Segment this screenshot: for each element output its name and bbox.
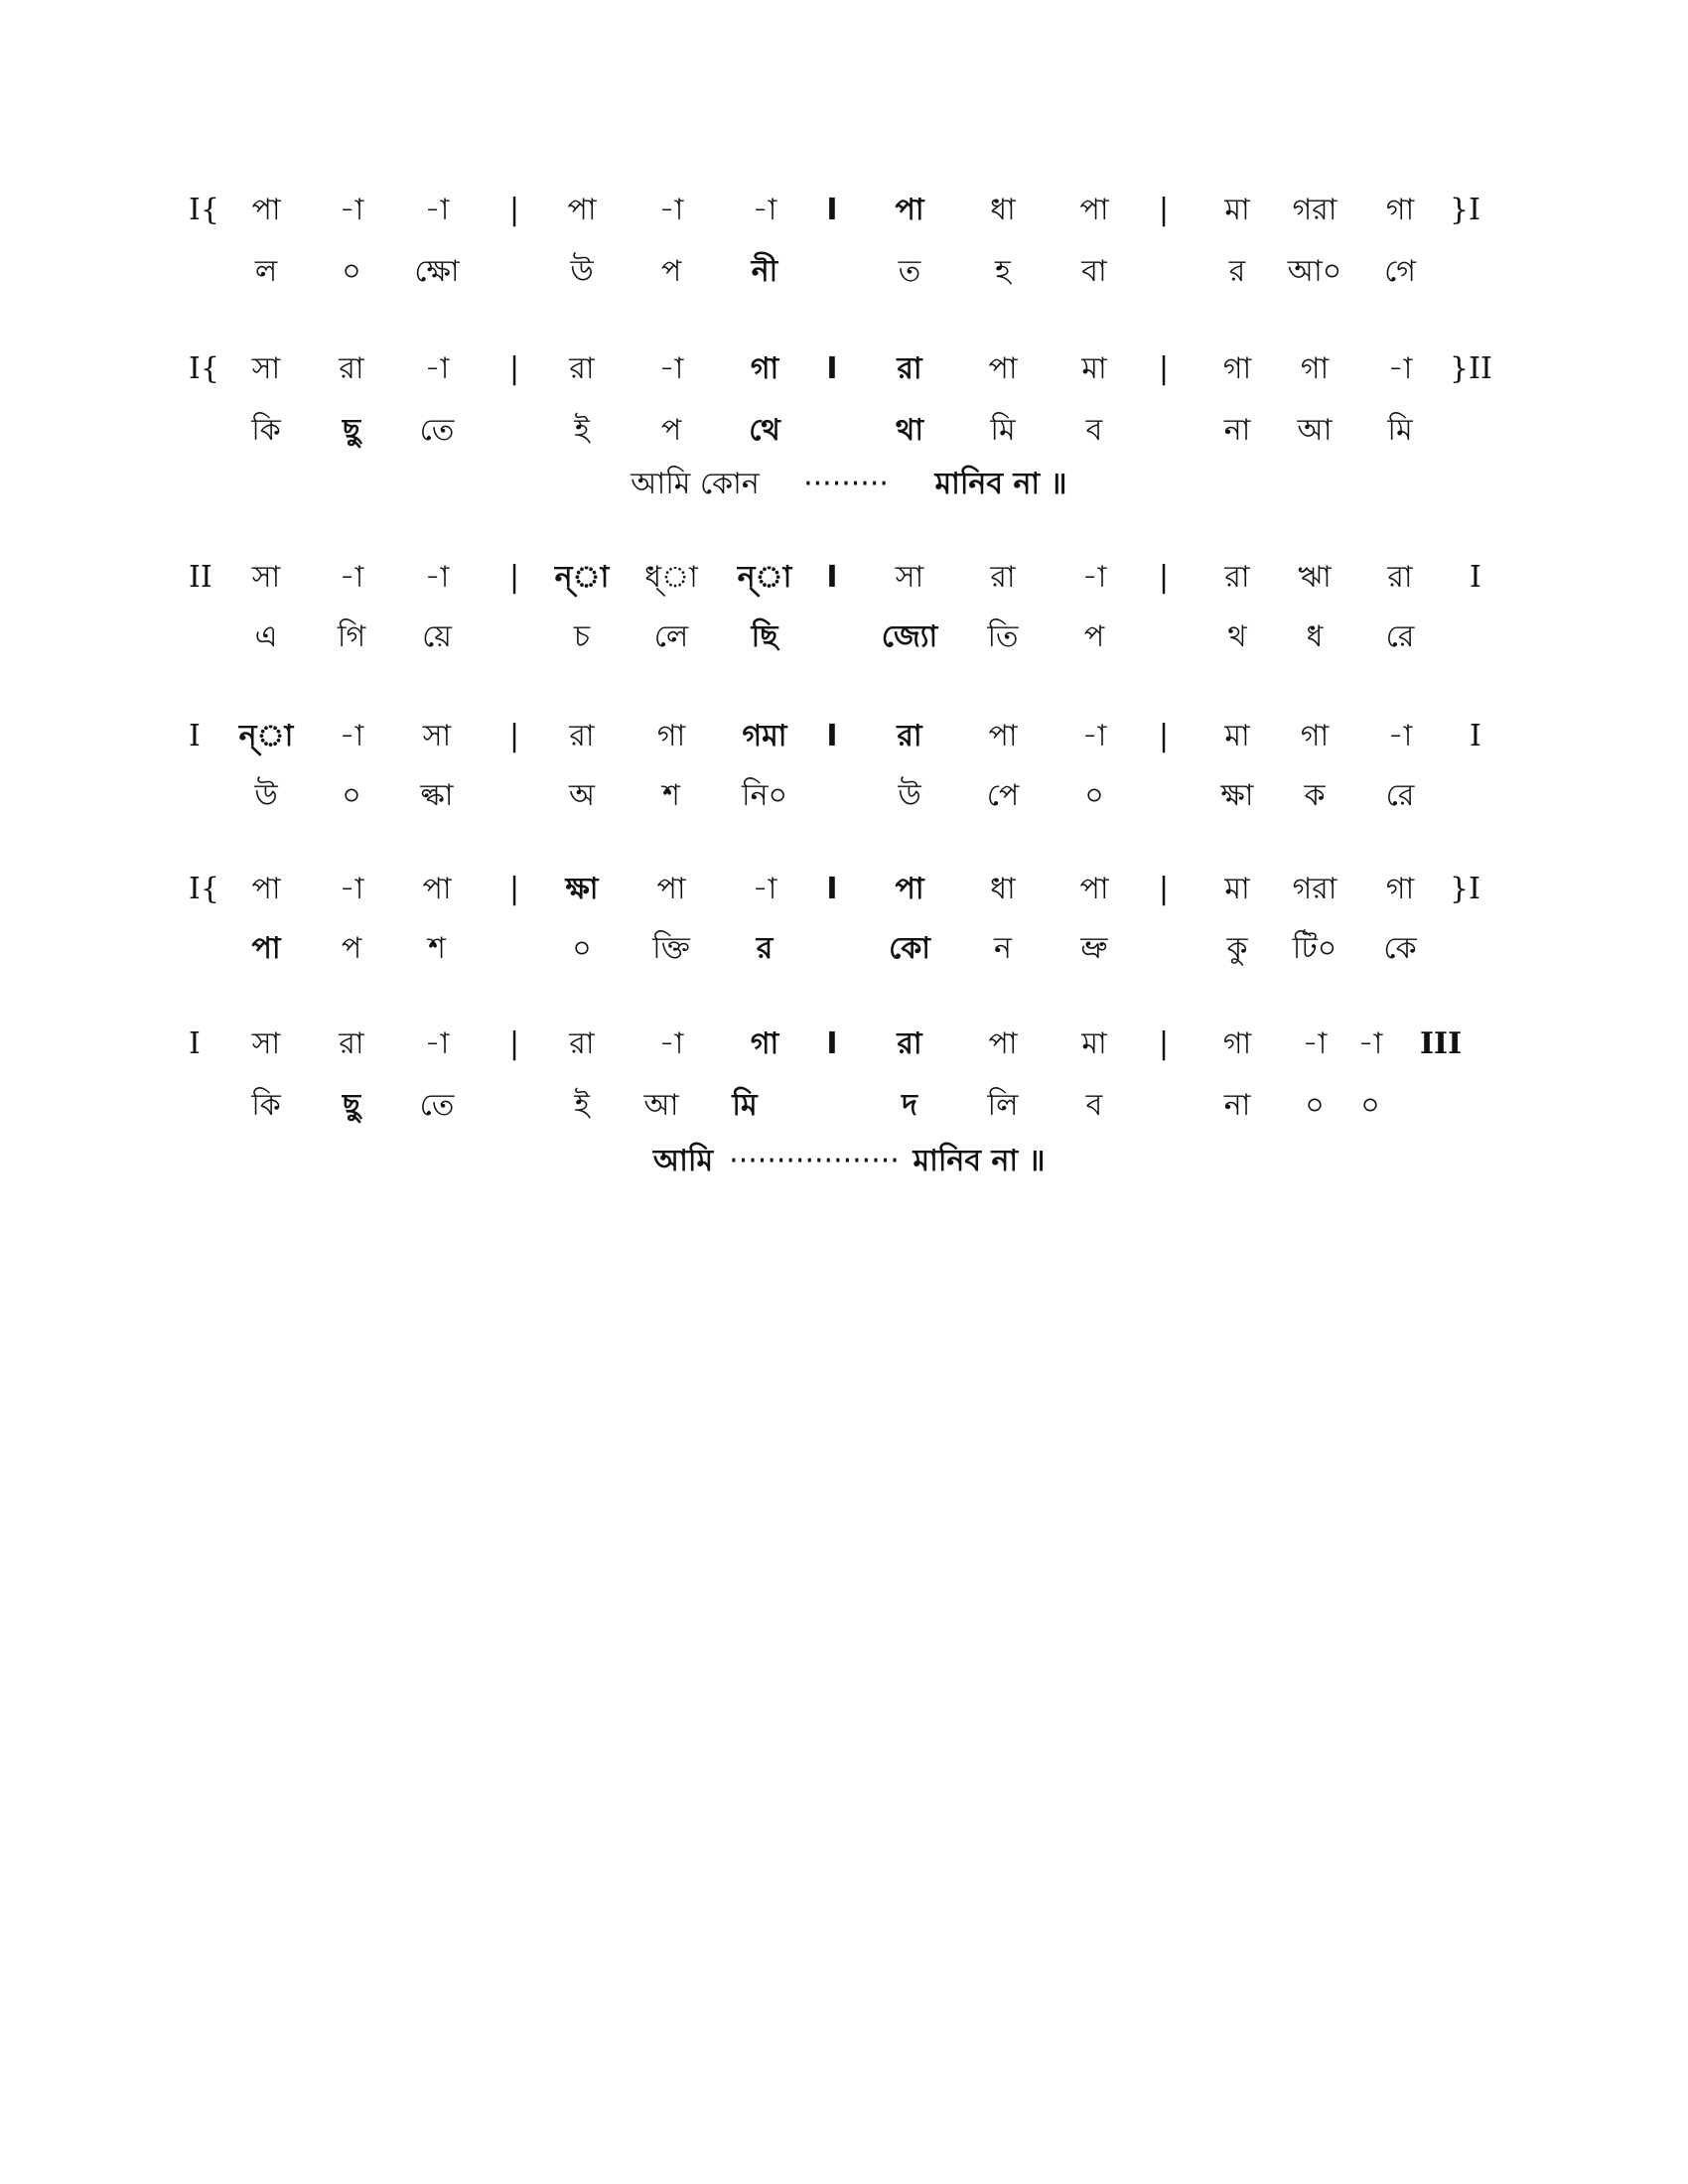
notation-row	[0, 548, 1688, 608]
section-end-mark: I	[1470, 560, 1481, 595]
note: রা	[897, 1026, 922, 1061]
lyric-syllable: প	[660, 413, 682, 448]
bar-line: |	[508, 560, 520, 595]
note: সা	[895, 560, 924, 595]
note: -া	[339, 719, 364, 753]
note: ন্া	[737, 560, 792, 595]
lyric-syllable: না	[1223, 1088, 1251, 1123]
lyric-syllable: ছু	[342, 413, 361, 448]
note: পা	[988, 1026, 1018, 1061]
section-start-mark: I{	[189, 872, 219, 906]
lyric-syllable: ল্কা	[420, 778, 454, 813]
lyric-syllable: ০	[1305, 1088, 1325, 1123]
note: গা	[1300, 351, 1330, 386]
lyric-syllable: কো	[889, 931, 930, 966]
note: -া	[658, 193, 684, 227]
note: -া	[658, 351, 684, 386]
lyric-syllable: ছি	[751, 619, 778, 654]
note: রা	[1224, 560, 1250, 595]
lyric-syllable: ক্ষো	[414, 254, 460, 289]
lyric-syllable: ০	[342, 254, 361, 289]
bar-line: |	[1158, 351, 1170, 386]
note: গা	[1385, 193, 1415, 227]
section-start-mark: I	[189, 1026, 201, 1061]
lyric-syllable: ০	[572, 931, 592, 966]
lyric-syllable: আ	[1297, 413, 1333, 448]
lyric-syllable: এ	[254, 619, 278, 654]
section-start-mark: I{	[189, 193, 219, 227]
note: ধা	[990, 872, 1016, 906]
note: ধা	[990, 193, 1016, 227]
note: রা	[990, 560, 1016, 595]
note: রা	[1387, 560, 1413, 595]
lyric-syllable: দ	[902, 1088, 917, 1123]
lyric-syllable: মি	[1387, 413, 1413, 448]
lyric-syllable: গি	[337, 619, 366, 654]
lyric-syllable: তে	[419, 413, 455, 448]
lyric-syllable: উ	[254, 778, 278, 813]
lyric-syllable: ই	[574, 413, 590, 448]
notation-row	[0, 1015, 1688, 1074]
note: পা	[895, 193, 924, 227]
note: গা	[1300, 719, 1330, 753]
lyric-syllable: তে	[419, 1088, 455, 1123]
note: ন্া	[238, 719, 294, 753]
note: গরা	[1292, 193, 1337, 227]
note: মা	[1081, 351, 1107, 386]
bar-line: |	[508, 872, 520, 906]
note: রা	[897, 719, 922, 753]
lyric-syllable: পে	[986, 778, 1020, 813]
bar-line: |	[508, 1026, 520, 1061]
lyric-syllable: জ্যো	[881, 619, 938, 654]
note: রা	[569, 351, 595, 386]
section-end-mark: I	[1470, 719, 1481, 753]
notation-row	[0, 860, 1688, 919]
bar-line: |	[1158, 193, 1170, 227]
lyric-syllable: ব	[1085, 413, 1103, 448]
lyric-syllable: অ	[569, 778, 595, 813]
lyric-syllable: থা	[895, 413, 924, 448]
note: -া	[339, 193, 364, 227]
lyric-syllable: রে	[1385, 619, 1415, 654]
bar-line: I	[826, 193, 838, 227]
lyric-syllable: ন	[994, 931, 1012, 966]
lyric-syllable: কু	[1226, 931, 1248, 966]
lyric-syllable: লে	[653, 619, 689, 654]
note: পা	[567, 193, 597, 227]
note: ক্ষা	[565, 872, 599, 906]
note: গা	[1222, 1026, 1252, 1061]
note: গা	[1385, 872, 1415, 906]
note: রা	[339, 1026, 364, 1061]
lyric-syllable: ক্ষা	[1220, 778, 1254, 813]
note: -া	[1387, 351, 1413, 386]
section-end-mark: }I	[1450, 872, 1480, 906]
lyric-syllable: হ	[995, 254, 1011, 289]
lyric-syllable: ব	[1085, 1088, 1103, 1123]
note: পা	[1079, 193, 1109, 227]
lyric-syllable: র	[756, 931, 774, 966]
note: ন্া	[554, 560, 610, 595]
lyric-syllable: শ	[428, 931, 446, 966]
note: -া	[1387, 719, 1413, 753]
note: -া	[424, 193, 450, 227]
lyrics-row	[0, 242, 1688, 302]
lyric-syllable: টি০	[1292, 931, 1337, 966]
note: গমা	[742, 719, 787, 753]
note: ঋা	[1298, 560, 1332, 595]
notation-row	[0, 707, 1688, 766]
bar-line: I	[826, 872, 838, 906]
lyric-syllable: তি	[987, 619, 1019, 654]
lyric-syllable: নি০	[742, 778, 787, 813]
lyric-syllable: ০	[342, 778, 361, 813]
lyric-syllable: ভ্রু	[1080, 931, 1108, 966]
lyric-syllable: প	[1083, 619, 1105, 654]
bar-line: |	[508, 351, 520, 386]
lyric-syllable: মি	[990, 413, 1016, 448]
bar-line: |	[508, 719, 520, 753]
refrain-end: মানিব না ॥	[913, 1144, 1046, 1178]
notation-row	[0, 340, 1688, 399]
refrain-line	[0, 1132, 1688, 1191]
note: পা	[251, 193, 281, 227]
bar-line: I	[826, 351, 838, 386]
note: রা	[897, 351, 922, 386]
note: -া	[752, 193, 777, 227]
note: গা	[750, 351, 779, 386]
note: -া	[1081, 560, 1107, 595]
lyric-syllable: য়ে	[422, 619, 452, 654]
note: -া	[752, 872, 777, 906]
lyric-syllable: বা	[1081, 254, 1107, 289]
note: -া	[1081, 719, 1107, 753]
lyric-syllable: রে	[1385, 778, 1415, 813]
lyric-syllable: কি	[251, 413, 281, 448]
bar-line: I	[826, 719, 838, 753]
note: রা	[569, 719, 595, 753]
lyric-syllable: উ	[570, 254, 594, 289]
note: -া	[424, 560, 450, 595]
bar-line: |	[508, 193, 520, 227]
note: সা	[251, 560, 281, 595]
lyric-syllable: ০	[1360, 1088, 1380, 1123]
notation-row	[0, 181, 1688, 240]
bar-line: I	[826, 560, 838, 595]
section-start-mark: I{	[189, 351, 219, 386]
note: মা	[1224, 719, 1250, 753]
bar-line: |	[1158, 872, 1170, 906]
note: পা	[988, 351, 1018, 386]
note: -া	[658, 1026, 684, 1061]
lyric-syllable: লি	[987, 1088, 1019, 1123]
lyric-syllable: কি	[251, 1088, 281, 1123]
lyric-syllable: প	[660, 254, 682, 289]
bar-line: I	[826, 1026, 838, 1061]
note: মা	[1224, 193, 1250, 227]
lyrics-row	[0, 919, 1688, 979]
lyric-syllable: ক	[1304, 778, 1326, 813]
lyric-syllable: ল	[254, 254, 278, 289]
lyric-syllable: আ০	[1287, 254, 1342, 289]
note: পা	[895, 872, 924, 906]
lyric-syllable: র	[1228, 254, 1246, 289]
lyric-syllable: কে	[1383, 931, 1417, 966]
note: সা	[251, 351, 281, 386]
lyric-syllable: থ	[1227, 619, 1247, 654]
refrain-dots: ··················	[729, 1144, 900, 1178]
note: রা	[339, 351, 364, 386]
note: -া	[1302, 1026, 1328, 1061]
note: মা	[1081, 1026, 1107, 1061]
lyrics-row	[0, 766, 1688, 826]
lyric-syllable: আ	[643, 1088, 679, 1123]
lyric-syllable: ত	[898, 254, 921, 289]
note: -া	[424, 351, 450, 386]
bar-line: |	[1158, 560, 1170, 595]
note: পা	[988, 719, 1018, 753]
lyric-syllable: প	[341, 931, 362, 966]
lyric-syllable: গে	[1384, 254, 1416, 289]
section-end-mark: }I	[1450, 193, 1480, 227]
section-end-mark: }II	[1450, 351, 1492, 386]
note: ধ্া	[644, 560, 698, 595]
section-end-mark: III	[1420, 1026, 1463, 1061]
lyrics-row	[0, 608, 1688, 667]
lyric-syllable: শ	[662, 778, 680, 813]
lyric-syllable: ধ	[1306, 619, 1324, 654]
lyric-syllable: ০	[1084, 778, 1104, 813]
lyric-syllable: মি	[732, 1088, 758, 1123]
lyric-syllable: না	[1223, 413, 1251, 448]
lyric-syllable: নী	[751, 254, 778, 289]
lyric-syllable: চ	[573, 619, 591, 654]
bar-line: |	[1158, 719, 1170, 753]
note: গা	[750, 1026, 779, 1061]
note: গরা	[1292, 872, 1337, 906]
note: মা	[1224, 872, 1250, 906]
lyrics-row	[0, 1076, 1688, 1136]
refrain-line	[0, 455, 1688, 514]
note: -া	[1357, 1026, 1383, 1061]
note: -া	[339, 560, 364, 595]
lyric-syllable: থে	[749, 413, 780, 448]
note: -া	[424, 1026, 450, 1061]
lyric-syllable: উ	[898, 778, 921, 813]
note: পা	[1079, 872, 1109, 906]
refrain-end: মানিব না ॥	[934, 467, 1067, 501]
note: সা	[251, 1026, 281, 1061]
bar-line: |	[1158, 1026, 1170, 1061]
note: গা	[656, 719, 686, 753]
lyrics-row	[0, 401, 1688, 461]
refrain-dots: ·········	[803, 467, 889, 501]
note: পা	[656, 872, 686, 906]
section-start-mark: II	[189, 560, 212, 595]
note: -া	[339, 872, 364, 906]
note: পা	[251, 872, 281, 906]
lyric-syllable: ক্তি	[652, 931, 690, 966]
note: রা	[569, 1026, 595, 1061]
refrain-start: আমি কোন	[631, 467, 760, 501]
lyric-syllable: পা	[251, 931, 281, 966]
note: পা	[422, 872, 452, 906]
lyric-syllable: ছু	[342, 1088, 361, 1123]
note: সা	[422, 719, 452, 753]
lyric-syllable: ই	[574, 1088, 590, 1123]
note: গা	[1222, 351, 1252, 386]
section-start-mark: I	[189, 719, 201, 753]
refrain-start: আমি	[652, 1144, 714, 1178]
